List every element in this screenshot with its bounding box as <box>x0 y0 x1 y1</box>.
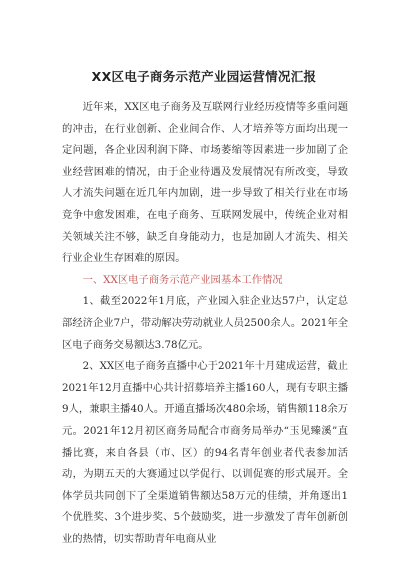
intro-paragraph: 近年来，XX区电子商务及互联网行业经历疫情等多重问题的冲击，在行业创新、企业间合作、人才培养等方面均出现一定问题，各企业因利润下降、市场萎缩等因素进一步加剧了企业经营困难的情况，由于企业待遇及发展情况有所改变，导致人才流失问题在近几年内加剧，进一步导致了相关行业在市场竞争中愈发困难，在电子商务、互联网发展中，传统企业对相关领域关注不够，缺乏自身能动力，也是加剧人才流失、相关行业企业生存困难的原因。 <box>62 101 348 265</box>
document-title: XX区电子商务示范产业园运营情况汇报 <box>91 69 317 84</box>
section-heading: 一、XX区电子商务示范产业园基本工作情况 <box>82 273 283 286</box>
document-body <box>62 97 348 550</box>
paragraph-2: 2、XX区电子商务直播中心于2021年十月建成运营，截止2021年12月直播中心共计招募培养主播160人，现有专职主播9人，兼职主播40人。开通直播场次480余场，销售额118余万元。2021年12月初区商务局配合市商务局举办“玉见臻溪”直播比赛，来自各县（市、区）的94名青年创业者代表参加活动，为期五天的大赛通过以学促行、以训促赛的形式展开。全体学员共同创下了全渠道销售额达58万元的佳绩，并角逐出1个优胜奖、3个进步奖、5个鼓励奖，进一步激发了青年创新创业的热情，切实帮助青年电商从业 <box>62 360 348 545</box>
paragraph-1: 1、截至2022年1月底，产业园入驻企业达57户，认定总部经济企业7户，带动解决劳动就业人员2500余人。2021年全区电子商务交易额达3.78亿元。 <box>62 295 348 351</box>
